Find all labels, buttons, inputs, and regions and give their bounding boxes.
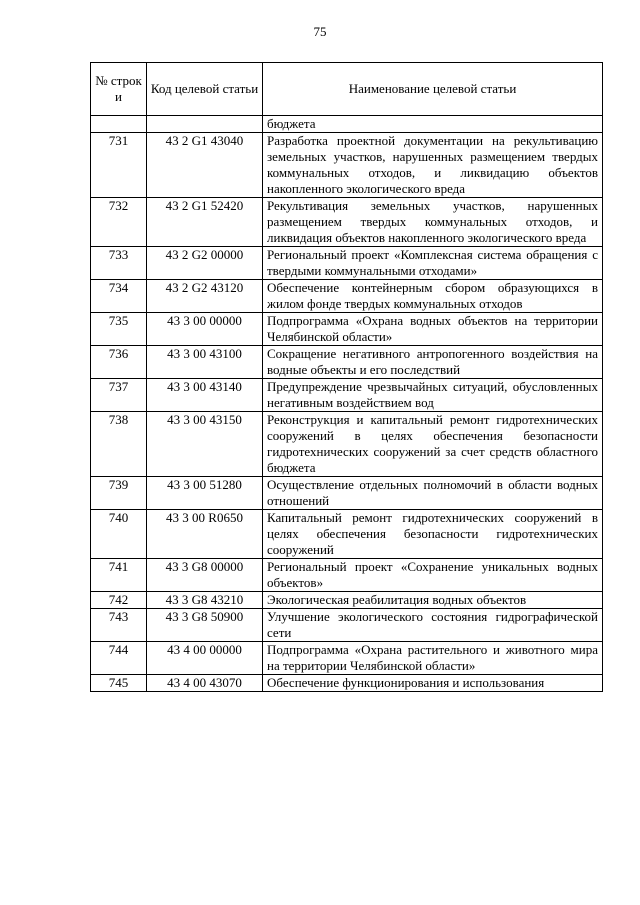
target-name: Региональный проект «Сохранение уникальных водных объектов»: [263, 559, 603, 592]
continuation-name-cell: бюджета: [263, 116, 603, 133]
target-code: 43 3 G8 00000: [147, 559, 263, 592]
row-number: 734: [91, 280, 147, 313]
table-row: [91, 313, 603, 346]
row-number: 738: [91, 412, 147, 477]
table-row: [91, 675, 603, 692]
target-name: Обеспечение контейнерным сбором образующихся в жилом фонде твердых коммунальных отходов: [263, 280, 603, 313]
target-name: Улучшение экологического состояния гидрографической сети: [263, 609, 603, 642]
target-code: 43 4 00 00000: [147, 642, 263, 675]
target-code: 43 3 00 43150: [147, 412, 263, 477]
page-number: 75: [313, 24, 327, 39]
row-number: 736: [91, 346, 147, 379]
table-row: [91, 133, 603, 198]
header-row-number: № строк и: [91, 63, 147, 116]
row-number: 739: [91, 477, 147, 510]
continuation-code-cell: [147, 116, 263, 133]
target-code: 43 3 00 51280: [147, 477, 263, 510]
target-name: Подпрограмма «Охрана водных объектов на территории Челябинской области»: [263, 313, 603, 346]
row-number: 735: [91, 313, 147, 346]
header-target-name: Наименование целевой статьи: [263, 63, 603, 116]
row-number: 731: [91, 133, 147, 198]
table-row: [91, 198, 603, 247]
target-name: Экологическая реабилитация водных объектов: [263, 592, 603, 609]
target-code: 43 2 G2 00000: [147, 247, 263, 280]
table-header-row: [91, 63, 603, 116]
table-row: [91, 559, 603, 592]
continuation-row: [91, 116, 603, 133]
target-name: Капитальный ремонт гидротехнических сооружений в целях обеспечения безопасности гидротехнических сооружений: [263, 510, 603, 559]
header-target-code: Код целевой статьи: [147, 63, 263, 116]
target-name: Сокращение негативного антропогенного воздействия на водные объекты и его последствий: [263, 346, 603, 379]
table-row: [91, 510, 603, 559]
table-row: [91, 642, 603, 675]
continuation-num-cell: [91, 116, 147, 133]
target-code: 43 3 00 00000: [147, 313, 263, 346]
row-number: 741: [91, 559, 147, 592]
table-row: [91, 379, 603, 412]
target-code: 43 2 G1 43040: [147, 133, 263, 198]
target-name: Предупреждение чрезвычайных ситуаций, обусловленных негативным воздействием вод: [263, 379, 603, 412]
target-name: Осуществление отдельных полномочий в области водных отношений: [263, 477, 603, 510]
target-name: Рекультивация земельных участков, нарушенных размещением твердых коммунальных отходов, и ликвидация объектов накопленного экологического вреда: [263, 198, 603, 247]
target-code: 43 3 00 43100: [147, 346, 263, 379]
target-code: 43 3 G8 43210: [147, 592, 263, 609]
target-code: 43 3 G8 50900: [147, 609, 263, 642]
table-row: [91, 280, 603, 313]
target-name: Реконструкция и капитальный ремонт гидротехнических сооружений в целях обеспечения безопасности гидротехнических сооружений за счет средств областного бюджета: [263, 412, 603, 477]
table-row: [91, 247, 603, 280]
target-code: 43 2 G1 52420: [147, 198, 263, 247]
row-number: 733: [91, 247, 147, 280]
target-articles-table: [90, 62, 603, 692]
target-name: Разработка проектной документации на рекультивацию земельных участков, нарушенных размещением твердых коммунальных отходов, и ликвидацию объектов накопленного экологического вреда: [263, 133, 603, 198]
target-name: Региональный проект «Комплексная система обращения с твердыми коммунальными отходами»: [263, 247, 603, 280]
table-row: [91, 609, 603, 642]
row-number: 737: [91, 379, 147, 412]
table-row: [91, 412, 603, 477]
table-row: [91, 477, 603, 510]
table-row: [91, 346, 603, 379]
row-number: 732: [91, 198, 147, 247]
row-number: 744: [91, 642, 147, 675]
target-code: 43 3 00 R0650: [147, 510, 263, 559]
row-number: 743: [91, 609, 147, 642]
target-name: Обеспечение функционирования и использования: [263, 675, 603, 692]
target-code: 43 3 00 43140: [147, 379, 263, 412]
target-code: 43 2 G2 43120: [147, 280, 263, 313]
row-number: 740: [91, 510, 147, 559]
table-row: [91, 592, 603, 609]
target-name: Подпрограмма «Охрана растительного и животного мира на территории Челябинской области»: [263, 642, 603, 675]
target-code: 43 4 00 43070: [147, 675, 263, 692]
row-number: 745: [91, 675, 147, 692]
row-number: 742: [91, 592, 147, 609]
